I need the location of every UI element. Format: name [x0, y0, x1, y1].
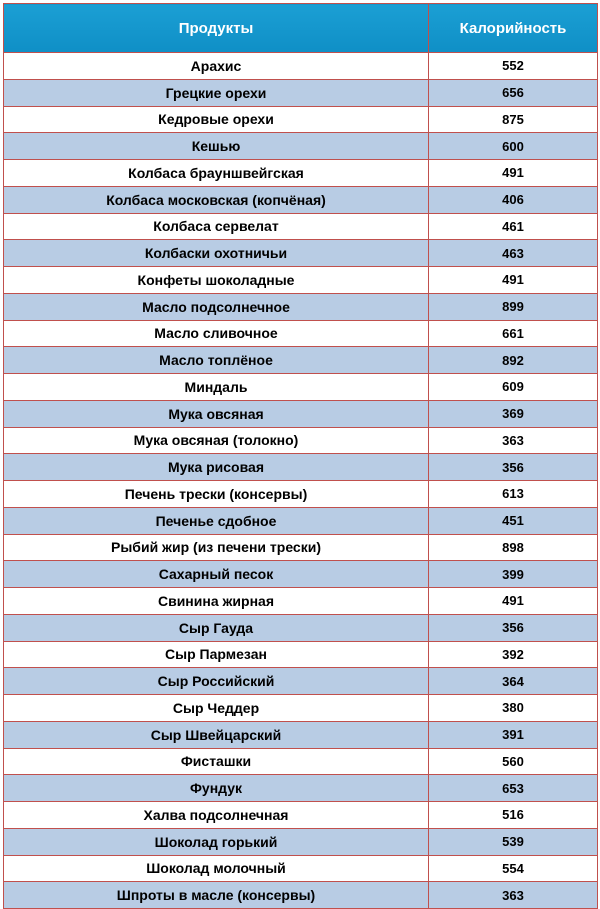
- table-row: [4, 160, 598, 187]
- table-row: [4, 133, 598, 160]
- calories-cell: 653: [429, 775, 598, 802]
- table-row: [4, 293, 598, 320]
- table-row: [4, 240, 598, 267]
- table-row: [4, 427, 598, 454]
- table-row: [4, 53, 598, 80]
- product-name-cell: Мука рисовая: [4, 454, 429, 481]
- calories-cell: 554: [429, 855, 598, 882]
- calories-cell: 364: [429, 668, 598, 695]
- table-header: [4, 4, 598, 53]
- calories-cell: 539: [429, 828, 598, 855]
- product-name-cell: Фисташки: [4, 748, 429, 775]
- calories-cell: 451: [429, 507, 598, 534]
- calories-cell: 363: [429, 882, 598, 909]
- product-name-cell: Грецкие орехи: [4, 79, 429, 106]
- calories-cell: 656: [429, 79, 598, 106]
- product-name-cell: Конфеты шоколадные: [4, 267, 429, 294]
- product-name-cell: Колбаса сервелат: [4, 213, 429, 240]
- calories-cell: 369: [429, 400, 598, 427]
- calories-cell: 399: [429, 561, 598, 588]
- table-row: [4, 882, 598, 909]
- product-name-cell: Печенье сдобное: [4, 507, 429, 534]
- product-name-cell: Колбаса брауншвейгская: [4, 160, 429, 187]
- table-row: [4, 186, 598, 213]
- table-row: [4, 748, 598, 775]
- calories-cell: 892: [429, 347, 598, 374]
- table-row: [4, 614, 598, 641]
- table-row: [4, 855, 598, 882]
- product-name-cell: Колбаса московская (копчёная): [4, 186, 429, 213]
- calories-cell: 661: [429, 320, 598, 347]
- table-row: [4, 267, 598, 294]
- calories-cell: 380: [429, 695, 598, 722]
- table-row: [4, 374, 598, 401]
- calories-cell: 363: [429, 427, 598, 454]
- product-name-cell: Арахис: [4, 53, 429, 80]
- column-header-calories: Калорийность: [429, 4, 598, 53]
- table-row: [4, 106, 598, 133]
- table-row: [4, 695, 598, 722]
- product-name-cell: Масло сливочное: [4, 320, 429, 347]
- calories-cell: 898: [429, 534, 598, 561]
- product-name-cell: Шпроты в масле (консервы): [4, 882, 429, 909]
- calories-cell: 491: [429, 588, 598, 615]
- calories-cell: 391: [429, 721, 598, 748]
- table-row: [4, 79, 598, 106]
- product-name-cell: Шоколад молочный: [4, 855, 429, 882]
- table-row: [4, 802, 598, 829]
- calories-cell: 609: [429, 374, 598, 401]
- calories-cell: 875: [429, 106, 598, 133]
- calories-cell: 899: [429, 293, 598, 320]
- product-name-cell: Халва подсолнечная: [4, 802, 429, 829]
- product-name-cell: Шоколад горький: [4, 828, 429, 855]
- calorie-table: [3, 3, 598, 909]
- product-name-cell: Сыр Швейцарский: [4, 721, 429, 748]
- calories-cell: 491: [429, 160, 598, 187]
- product-name-cell: Мука овсяная (толокно): [4, 427, 429, 454]
- calories-cell: 560: [429, 748, 598, 775]
- header-row: [4, 4, 598, 53]
- calories-cell: 356: [429, 614, 598, 641]
- product-name-cell: Сыр Гауда: [4, 614, 429, 641]
- product-name-cell: Фундук: [4, 775, 429, 802]
- calories-cell: 552: [429, 53, 598, 80]
- table-row: [4, 588, 598, 615]
- table-row: [4, 641, 598, 668]
- column-header-products: Продукты: [4, 4, 429, 53]
- product-name-cell: Сыр Чеддер: [4, 695, 429, 722]
- product-name-cell: Кешью: [4, 133, 429, 160]
- calories-cell: 392: [429, 641, 598, 668]
- table-row: [4, 347, 598, 374]
- table-row: [4, 454, 598, 481]
- table-row: [4, 400, 598, 427]
- calories-cell: 491: [429, 267, 598, 294]
- table-row: [4, 775, 598, 802]
- product-name-cell: Миндаль: [4, 374, 429, 401]
- product-name-cell: Кедровые орехи: [4, 106, 429, 133]
- product-name-cell: Печень трески (консервы): [4, 481, 429, 508]
- calories-cell: 613: [429, 481, 598, 508]
- calories-cell: 461: [429, 213, 598, 240]
- table-row: [4, 481, 598, 508]
- table-body: [4, 53, 598, 909]
- table-row: [4, 320, 598, 347]
- calories-cell: 406: [429, 186, 598, 213]
- product-name-cell: Сыр Российский: [4, 668, 429, 695]
- product-name-cell: Сыр Пармезан: [4, 641, 429, 668]
- table-row: [4, 828, 598, 855]
- table-row: [4, 561, 598, 588]
- table-row: [4, 721, 598, 748]
- product-name-cell: Мука овсяная: [4, 400, 429, 427]
- calories-cell: 356: [429, 454, 598, 481]
- calories-cell: 600: [429, 133, 598, 160]
- table-row: [4, 534, 598, 561]
- calories-cell: 463: [429, 240, 598, 267]
- product-name-cell: Рыбий жир (из печени трески): [4, 534, 429, 561]
- product-name-cell: Масло топлёное: [4, 347, 429, 374]
- product-name-cell: Колбаски охотничьи: [4, 240, 429, 267]
- table-row: [4, 668, 598, 695]
- table-row: [4, 213, 598, 240]
- calories-cell: 516: [429, 802, 598, 829]
- product-name-cell: Свинина жирная: [4, 588, 429, 615]
- product-name-cell: Масло подсолнечное: [4, 293, 429, 320]
- table-row: [4, 507, 598, 534]
- product-name-cell: Сахарный песок: [4, 561, 429, 588]
